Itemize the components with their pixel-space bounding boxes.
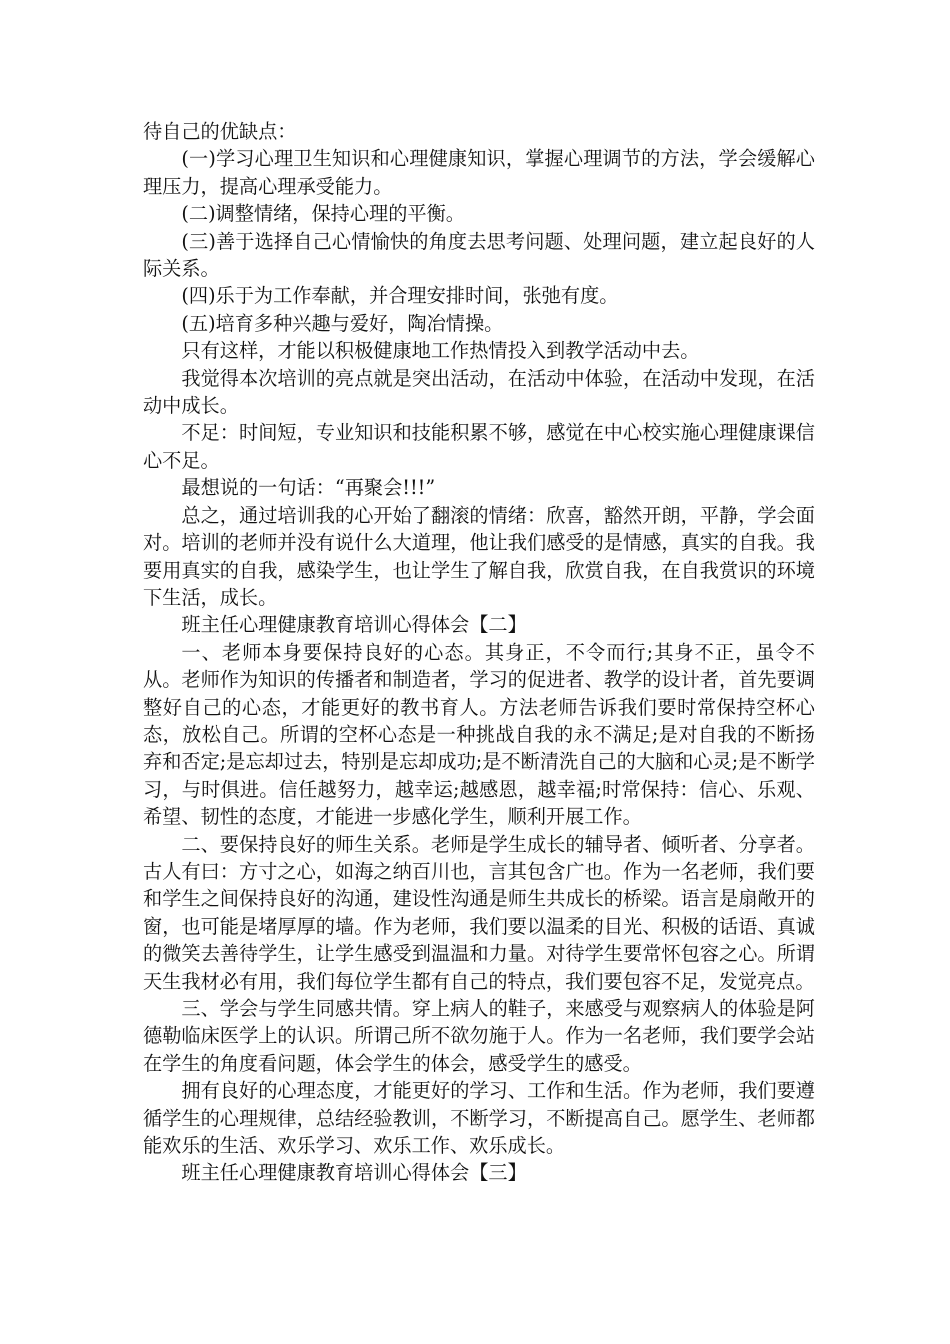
section-heading-2: 班主任心理健康教育培训心得体会【二】 — [181, 613, 527, 637]
paragraph-quote: 最想说的一句话：“再聚会!!!” — [181, 476, 436, 500]
paragraph-shortcoming: 不足：时间短，专业知识和技能积累不够，感觉在中心校实施心理健康课信心不足。 — [143, 421, 815, 472]
paragraph-item-4: (四)乐于为工作奉献，并合理安排时间，张弛有度。 — [181, 284, 619, 308]
paragraph-item-3: (三)善于选择自己心情愉快的角度去思考问题、处理问题，建立起良好的人际关系。 — [143, 229, 815, 281]
paragraph-item-2: (二)调整情绪，保持心理的平衡。 — [181, 202, 465, 226]
section-heading-3: 班主任心理健康教育培训心得体会【三】 — [181, 1161, 527, 1185]
paragraph-summary: 总之，通过培训我的心开始了翻滚的情绪：欣喜，豁然开朗，平静，学会面对。培训的老师并没有说什么大道理，他让我们感受的是情感，真实的自我。我要用真实的自我，感染学生，也让学生了解自我，欣赏自我，在自我赏识的环境下生活，成长。 — [143, 503, 815, 609]
paragraph-point-3: 三、学会与学生同感共情。穿上病人的鞋子，来感受与观察病人的体验是阿德勒临床医学上的认识。所谓己所不欲勿施于人。作为一名老师，我们要学会站在学生的角度看问题，体会学生的体会，感受学生的感受。 — [143, 997, 815, 1075]
paragraph-item-5: (五)培育多种兴趣与爱好，陶冶情操。 — [181, 311, 504, 335]
paragraph-closing: 拥有良好的心理态度，才能更好的学习、工作和生活。作为老师，我们要遵循学生的心理规律，总结经验教训，不断学习，不断提高自己。愿学生、老师都能欢乐的生活、欢乐学习、欢乐工作、欢乐成长。 — [143, 1079, 815, 1158]
paragraph-highlight: 我觉得本次培训的亮点就是突出活动，在活动中体验，在活动中发现，在活动中成长。 — [143, 366, 815, 418]
paragraph-point-2: 二、要保持良好的师生关系。老师是学生成长的辅导者、倾听者、分享者。古人有曰：方寸之心，如海之纳百川也，言其包含广也。作为一名老师，我们要和学生之间保持良好的沟通，建设性沟通是师生共成长的桥梁。语言是扇敞开的窗，也可能是堵厚厚的墙。作为老师，我们要以温柔的目光、积极的话语、真诚的微笑去善待学生，让学生感受到温温和力量。对待学生要常怀包容之心。所谓天生我材必有用，我们每位学生都有自己的特点，我们要包容不足，发觉亮点。 — [143, 832, 815, 993]
paragraph-conclusion: 只有这样，才能以积极健康地工作热情投入到教学活动中去。 — [181, 339, 700, 363]
paragraph-point-1: 一、老师本身要保持良好的心态。其身正，不令而行;其身不正，虽令不从。老师作为知识的传播者和制造者，学习的促进者、教学的设计者，首先要调整好自己的心态，才能更好的教书育人。方法老师告诉我们要时常保持空杯心态，放松自己。所谓的空杯心态是一种挑战自我的永不满足;是对自我的不断扬弃和否定;是忘却过去，特别是忘却成功;是不断清洗自己的大脑和心灵;是不断学习，与时俱进。信任越努力，越幸运;越感恩，越幸福;时常保持：信心、乐观、希望、韧性的态度，才能进一步感化学生，顺利开展工作。 — [143, 640, 815, 829]
paragraph-item-1: (一)学习心理卫生知识和心理健康知识，掌握心理调节的方法，学会缓解心理压力，提高心理承受能力。 — [143, 147, 815, 198]
document-body — [143, 118, 815, 1187]
paragraph-continuation: 待自己的优缺点： — [143, 120, 297, 143]
